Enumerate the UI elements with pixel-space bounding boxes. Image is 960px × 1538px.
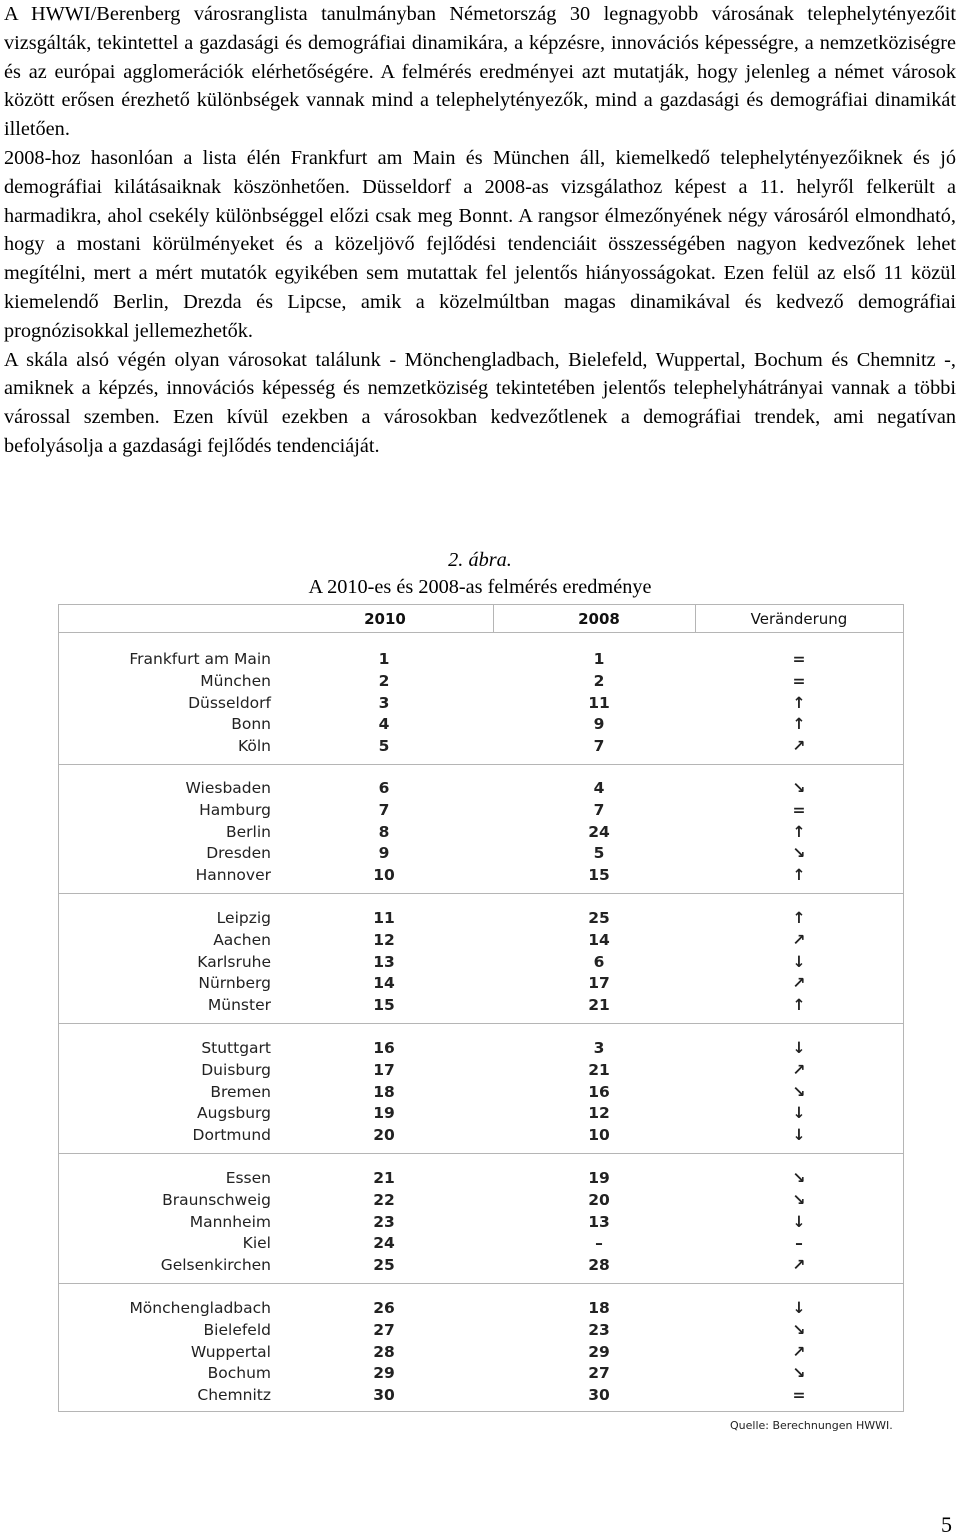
change-indicator: ↗ xyxy=(792,931,806,949)
rank-2010: 7 xyxy=(378,801,390,819)
table-row xyxy=(59,1060,903,1082)
change-indicator: ↓ xyxy=(792,1039,806,1057)
rank-2008: – xyxy=(595,1234,603,1252)
rank-2010: 20 xyxy=(373,1126,395,1144)
body-text xyxy=(4,0,956,461)
rank-2010: 25 xyxy=(373,1256,395,1274)
change-indicator: ↓ xyxy=(792,1299,806,1317)
table-row xyxy=(59,693,903,715)
table-row xyxy=(59,1233,903,1255)
rank-2008: 13 xyxy=(588,1213,610,1231)
change-indicator: ↗ xyxy=(792,974,806,992)
city-name: Wiesbaden xyxy=(185,779,271,797)
table-row xyxy=(59,1342,903,1364)
city-name: Braunschweig xyxy=(162,1191,271,1209)
rank-2010: 3 xyxy=(378,694,390,712)
rank-2008: 24 xyxy=(588,823,610,841)
table-group xyxy=(59,764,903,894)
table-row xyxy=(59,1255,903,1277)
paragraph-1: A HWWI/Berenberg városranglista tanulmányban Németország 30 legnagyobb városának telephelytényezőit vizsgálták, tekintettel a gazdasági és demográfiai dinamikára, a képzésre, innovációs képességre, a nemzetköziségre és az európai agglomerációk elérhetőségére. A felmérés eredményei azt mutatják, hogy jelenleg a német városok között erősen érezhető különbségek vannak mind a telephelytényezők, mind a gazdasági és demográfiai dinamikát illetően. xyxy=(4,3,956,141)
city-name: Augsburg xyxy=(197,1104,271,1122)
figure-caption: A 2010-es és 2008-as felmérés eredménye xyxy=(308,576,652,598)
city-name: Mönchengladbach xyxy=(129,1299,271,1317)
table-group xyxy=(59,1024,903,1154)
rank-2010: 30 xyxy=(373,1386,395,1404)
city-name: Bochum xyxy=(207,1364,271,1382)
rank-2010: 1 xyxy=(378,650,390,668)
table-row xyxy=(59,1190,903,1212)
rank-2008: 7 xyxy=(593,737,605,755)
table-row xyxy=(59,800,903,822)
change-indicator: ↘ xyxy=(792,1321,806,1339)
city-name: München xyxy=(200,672,271,690)
table-row xyxy=(59,995,903,1017)
city-name: Leipzig xyxy=(216,909,271,927)
change-indicator: ↘ xyxy=(792,844,806,862)
table-row xyxy=(59,1385,903,1407)
change-indicator: ↘ xyxy=(792,1169,806,1187)
city-name: Hamburg xyxy=(199,801,271,819)
table-row xyxy=(59,1363,903,1385)
city-name: Duisburg xyxy=(201,1061,271,1079)
rank-2010: 21 xyxy=(373,1169,395,1187)
change-indicator: ↗ xyxy=(792,1256,806,1274)
table-row xyxy=(59,930,903,952)
change-indicator: ↓ xyxy=(792,1126,806,1144)
city-name: Dortmund xyxy=(192,1126,271,1144)
rank-2010: 11 xyxy=(373,909,395,927)
header-2008: 2008 xyxy=(578,610,620,628)
change-indicator: ↑ xyxy=(792,909,806,927)
city-name: Essen xyxy=(225,1169,271,1187)
table-row xyxy=(59,1125,903,1147)
city-name: Karlsruhe xyxy=(197,953,271,971)
table-group xyxy=(59,635,903,765)
rank-2008: 1 xyxy=(593,650,605,668)
change-indicator: ↓ xyxy=(792,1213,806,1231)
city-name: Kiel xyxy=(242,1234,271,1252)
paragraph-2: 2008-hoz hasonlóan a lista élén Frankfurt am Main és München áll, kiemelkedő telephelytényezőiknek és jó demográfiai kilátásaiknak köszönhetően. Düsseldorf a 2008-as vizsgálathoz képest a 11. helyről felkerült a harmadikra, ahol csekély különbséggel előzi csak meg Bonnt. A rangsor élmezőnyének négy városáról elmondható, hogy a mostani körülményeket és a közeljövő fejlődési tendenciáit összességében nagyon kedvezőnek lehet megítélni, mert a mért mutatók egyikében sem mutattak fel jelentős hiányosságokat. Ezen felül az első 11 közül kiemelendő Berlin, Drezda és Lipcse, amik a közelmúltban magas dinamikával és kedvező demográfiai prognózisokkal jellemezhetők. xyxy=(4,146,956,342)
city-name: Düsseldorf xyxy=(188,694,271,712)
city-name: Wuppertal xyxy=(190,1343,271,1361)
change-indicator: = xyxy=(792,650,806,668)
rank-2010: 12 xyxy=(373,931,395,949)
rank-2010: 14 xyxy=(373,974,395,992)
rank-2010: 13 xyxy=(373,953,395,971)
rank-2010: 22 xyxy=(373,1191,395,1209)
rank-2010: 18 xyxy=(373,1083,395,1101)
table-row xyxy=(59,736,903,758)
rank-2008: 21 xyxy=(588,996,610,1014)
city-name: Frankfurt am Main xyxy=(129,650,271,668)
change-indicator: ↓ xyxy=(792,1104,806,1122)
rank-2008: 7 xyxy=(593,801,605,819)
table-row xyxy=(59,1103,903,1125)
rank-2008: 12 xyxy=(588,1104,610,1122)
rank-2010: 19 xyxy=(373,1104,395,1122)
city-name: Münster xyxy=(207,996,271,1014)
rank-2010: 4 xyxy=(378,715,390,733)
city-name: Bielefeld xyxy=(203,1321,271,1339)
city-name: Bremen xyxy=(210,1083,271,1101)
city-name: Stuttgart xyxy=(201,1039,271,1057)
change-indicator: ↓ xyxy=(792,953,806,971)
city-name: Gelsenkirchen xyxy=(160,1256,271,1274)
change-indicator: ↘ xyxy=(792,1364,806,1382)
change-indicator: ↑ xyxy=(792,694,806,712)
source-note: Quelle: Berechnungen HWWI. xyxy=(730,1419,893,1432)
change-indicator: ↑ xyxy=(792,823,806,841)
rank-2008: 14 xyxy=(588,931,610,949)
rank-2008: 21 xyxy=(588,1061,610,1079)
table-row xyxy=(59,671,903,693)
rank-2008: 6 xyxy=(593,953,605,971)
rank-2010: 2 xyxy=(378,672,390,690)
ranking-table xyxy=(58,604,904,1412)
rank-2008: 23 xyxy=(588,1321,610,1339)
table-group xyxy=(59,1284,903,1414)
change-indicator: – xyxy=(795,1234,803,1252)
city-name: Mannheim xyxy=(189,1213,271,1231)
city-name: Nürnberg xyxy=(198,974,271,992)
rank-2010: 6 xyxy=(378,779,390,797)
table-row xyxy=(59,714,903,736)
rank-2010: 17 xyxy=(373,1061,395,1079)
table-row xyxy=(59,865,903,887)
change-indicator: ↑ xyxy=(792,996,806,1014)
change-indicator: ↑ xyxy=(792,715,806,733)
rank-2008: 4 xyxy=(593,779,605,797)
rank-2010: 26 xyxy=(373,1299,395,1317)
table-row xyxy=(59,973,903,995)
city-name: Köln xyxy=(237,737,271,755)
city-name: Chemnitz xyxy=(197,1386,271,1404)
rank-2010: 24 xyxy=(373,1234,395,1252)
change-indicator: = xyxy=(792,801,806,819)
rank-2008: 17 xyxy=(588,974,610,992)
table-row xyxy=(59,1168,903,1190)
rank-2008: 18 xyxy=(588,1299,610,1317)
table-row xyxy=(59,908,903,930)
city-name: Aachen xyxy=(213,931,271,949)
change-indicator: ↘ xyxy=(792,1191,806,1209)
rank-2010: 29 xyxy=(373,1364,395,1382)
rank-2008: 29 xyxy=(588,1343,610,1361)
rank-2008: 20 xyxy=(588,1191,610,1209)
rank-2010: 8 xyxy=(378,823,390,841)
rank-2008: 3 xyxy=(593,1039,605,1057)
rank-2008: 25 xyxy=(588,909,610,927)
header-2010: 2010 xyxy=(364,610,406,628)
change-indicator: ↘ xyxy=(792,1083,806,1101)
table-header xyxy=(59,605,903,633)
change-indicator: ↑ xyxy=(792,866,806,884)
rank-2008: 16 xyxy=(588,1083,610,1101)
paragraph-3: A skála alsó végén olyan városokat találunk - Mönchengladbach, Bielefeld, Wuppertal, Bochum és Chemnitz -, amiknek a képzés, innovációs képesség és nemzetköziség tekintetében jelentős telephelyhátrányai vannak a többi várossal szemben. Ezen kívül ezekben a városokban kedvezőtlenek a demográfiai trendek, ami negatívan befolyásolja a gazdasági fejlődés tendenciáját. xyxy=(4,348,956,457)
city-name: Dresden xyxy=(206,844,271,862)
change-indicator: ↘ xyxy=(792,779,806,797)
change-indicator: = xyxy=(792,1386,806,1404)
rank-2010: 10 xyxy=(373,866,395,884)
rank-2008: 19 xyxy=(588,1169,610,1187)
table-row xyxy=(59,1320,903,1342)
change-indicator: = xyxy=(792,672,806,690)
rank-2010: 5 xyxy=(378,737,390,755)
page-number: 5 xyxy=(941,1512,952,1537)
rank-2010: 28 xyxy=(373,1343,395,1361)
table-group xyxy=(59,1154,903,1284)
table-row xyxy=(59,822,903,844)
change-indicator: ↗ xyxy=(792,1343,806,1361)
rank-2008: 11 xyxy=(588,694,610,712)
rank-2008: 27 xyxy=(588,1364,610,1382)
table-row xyxy=(59,843,903,865)
table-row xyxy=(59,1298,903,1320)
rank-2010: 9 xyxy=(378,844,390,862)
rank-2010: 15 xyxy=(373,996,395,1014)
rank-2010: 27 xyxy=(373,1321,395,1339)
table-group xyxy=(59,894,903,1024)
table-row xyxy=(59,778,903,800)
rank-2008: 5 xyxy=(593,844,605,862)
figure-number: 2. ábra. xyxy=(448,549,512,571)
rank-2008: 28 xyxy=(588,1256,610,1274)
city-name: Bonn xyxy=(231,715,271,733)
city-name: Berlin xyxy=(226,823,271,841)
rank-2008: 15 xyxy=(588,866,610,884)
rank-2008: 30 xyxy=(588,1386,610,1404)
table-row xyxy=(59,649,903,671)
table-row xyxy=(59,1212,903,1234)
rank-2008: 2 xyxy=(593,672,605,690)
header-change: Veränderung xyxy=(750,610,848,628)
table-row xyxy=(59,952,903,974)
change-indicator: ↗ xyxy=(792,1061,806,1079)
rank-2008: 10 xyxy=(588,1126,610,1144)
rank-2010: 16 xyxy=(373,1039,395,1057)
change-indicator: ↗ xyxy=(792,737,806,755)
table-row xyxy=(59,1038,903,1060)
table-row xyxy=(59,1082,903,1104)
city-name: Hannover xyxy=(195,866,271,884)
rank-2008: 9 xyxy=(593,715,605,733)
rank-2010: 23 xyxy=(373,1213,395,1231)
